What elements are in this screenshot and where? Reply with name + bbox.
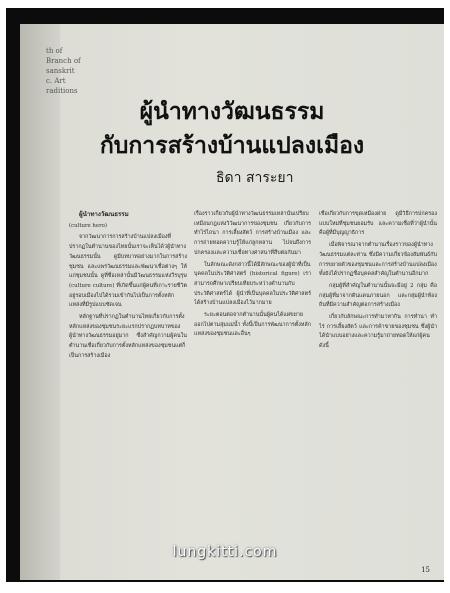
- paragraph: กลุ่มผู้ที่สำคัญในตำนานนั้นจะมีอยู่ 2 กลุ่ม คือกลุ่มผู้ที่มาจากดินแดนภายนอก และกลุ่มผู้นำท้องถิ่นที่มีความสำคัญต่อการสร้างเมือง: [319, 282, 437, 309]
- section-heading: ผู้นำทางวัฒนธรรม: [79, 211, 129, 218]
- paragraph: จากวัฒนาการการสร้างบ้านแปลงเมืองที่ปรากฏในตำนานของไทยนั้นเราจะเห็นได้ว่ผู้นำทางวัฒนธรรมนั้น ดูมีบทบาทอย่างมากในการสร้างชุมชน และแพร่วัฒนธรรมและพัฒนาเชื่อต่างๆ ให้แก่ชุมชนนั้น ดูที่ชื่อเหล่านั้นมีวัฒนธรรมแห่งวีรบุรุษ (culture culture) ที่เกิดขึ้นแก่ผู้คนที่เกาะรายชีวิตอยู่รอบเมืองไปได้รวมเข้ากันไปเป็นการตั้งหลักแหล่งที่มีรูปแบบชัดเจน: [69, 234, 187, 309]
- text-column-3: [319, 210, 437, 570]
- book-page: [20, 24, 444, 580]
- section-subheading: (culture hero): [69, 222, 108, 229]
- paragraph: ในลักษณะดังกล่าวนี้ได้มีลักษณะของผู้นำที่เป็นบุคคลในประวัติศาสตร์ (historical figure) เราสามารถศึกษาเปรียบเทียบระหว่างตำนานกับประวัติศาสตร์ได้ ผู้นำที่เป็นบุคคลในประวัติศาสตร์ได้สร้างบ้านแปลงเมืองไว้มากมาย: [194, 261, 311, 307]
- article-title-line2: กับการสร้างบ้านแปลงเมือง: [99, 132, 365, 159]
- article-author: ธิดา สาระยา: [216, 170, 294, 186]
- text-column-2: [194, 210, 311, 570]
- paragraph: ระยะตอนต่อจากตำนานนั้นผู้คนได้แผ่ขยายออกไปตามลุ่มแม่น้ำ ทั้งนี้เป็นการพัฒนาการตั้งหลักแหล่งของชุมชนและอื่นๆ: [194, 312, 311, 338]
- watermark-text: lungkitti.com: [172, 544, 278, 560]
- paragraph: เชื่อเกี่ยวกับการขุดเหมืองฝาย ดูมีวิธีการปกครองแบบใหม่ที่ชุมชนยอมรับ และความเชื่อที่ว่าผู้นำนั้น คือผู้ที่มีบุญญาธิการ: [319, 211, 437, 237]
- paragraph: หลักฐานที่ปรากฏในตำนานไทยเกี่ยวกับการตั้งหลักแหล่งของชุมชนระยะแรกปรากฏบทบาทของผู้นำทางวัฒนธรรมอยู่มาก ซึ่งสำคัญกวามผู้คนในตำนานเชื่อเกี่ยวกับการตั้งหลักแหล่งของชุมชนแต่ก็เป็นการสร้างเมือง: [69, 314, 187, 359]
- text-column-1: [69, 210, 187, 570]
- page-number: 15: [421, 566, 430, 574]
- article-title-line1: ผู้นำทางวัฒนธรรม: [139, 98, 325, 125]
- spine-text: th of Branch of sanskrit c. Art raditions: [46, 47, 81, 95]
- paragraph: เรื่องราวเกี่ยวกับผู้นำทางวัฒนธรรมเหล่านั้นเปรียบเหมือนกฎแห่งวิวัฒนาการของชุมชน เกี่ยวกับการทำไร่ไถนา การเลี้ยงสัตว์ การสร้างบ้านเมือง และการถ่ายทอดความรู้ให้แก่ลูกหลาน ไปจนถึงการปกครองและความเชื่อทางศาสนาที่สืบต่อกันมา: [194, 211, 311, 256]
- photo-frame: [6, 8, 444, 582]
- paragraph: เกี่ยวกับลักษณะการทำมาหากิน การทำนา ทำไร่ การเลี้ยงสัตว์ และการค้าขายของชุมชน ซึ่งผู้นำได้นำแบบอย่างและความรู้มาถ่ายทอดให้แก่ผู้คน ดังนี้: [319, 314, 437, 350]
- paragraph: เมื่อพิจารณาจากตำนานเรื่องราวของผู้นำทางวัฒนธรรมแต่ละท่าน ซึ่งมีความเกี่ยวข้องสัมพันธ์กับการขยายตัวของชุมชนและการสร้างบ้านแปลงเมือง ทั้งยังได้ปรากฏชื่อบุคคลสำคัญในตำนานอีกมาก: [319, 242, 437, 278]
